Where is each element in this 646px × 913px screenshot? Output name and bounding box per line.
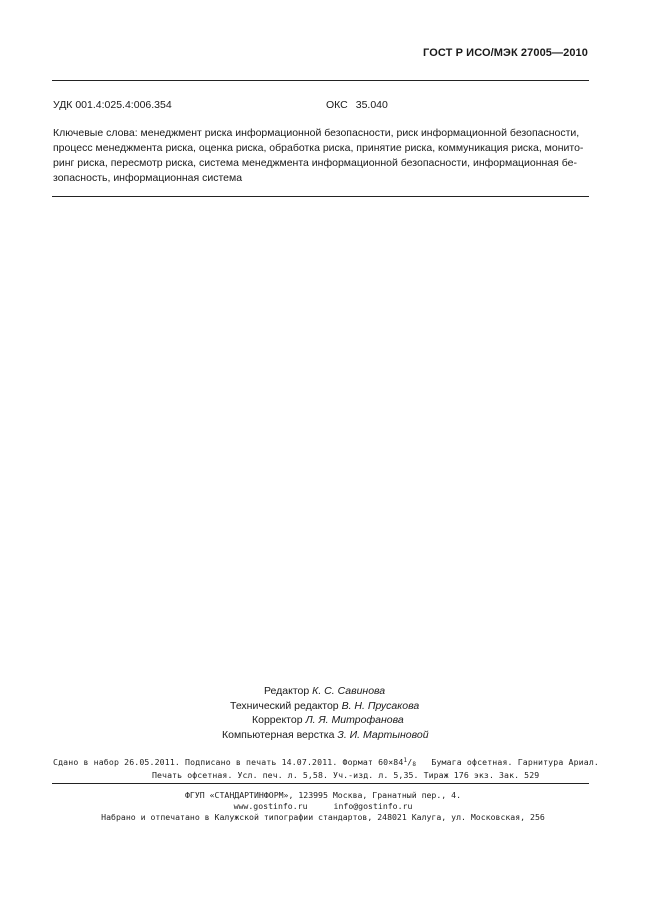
format-numerator: 1 xyxy=(403,757,408,764)
oks-code: 35.040 xyxy=(355,99,388,111)
credit-role: Корректор xyxy=(252,714,303,726)
printing-house: Набрано и отпечатано в Калужской типографии стандартов, 248021 Калуга, ул. Московская, 256 xyxy=(101,812,545,822)
credit-name: В. Н. Прусакова xyxy=(341,699,420,712)
standard-code: ГОСТ Р ИСО/МЭК 27005—2010 xyxy=(423,47,588,59)
publisher-website: www.gostinfo.ru xyxy=(233,801,308,811)
credit-role: Компьютерная верстка xyxy=(222,728,335,741)
imprint-divider xyxy=(52,783,589,784)
publisher-contacts xyxy=(0,801,646,811)
keywords-paragraph xyxy=(53,126,590,186)
udk-code: УДК 001.4:025.4:006.354 xyxy=(53,99,172,111)
credit-corrector xyxy=(252,713,404,728)
credit-layout xyxy=(222,728,429,743)
keywords-line: зопасность, информационная система xyxy=(53,172,243,184)
format-denominator: 8 xyxy=(412,761,417,768)
oks-classification xyxy=(326,99,388,111)
imprint-line-1: Сдано в набор 26.05.2011. Подписано в печать 14.07.2011. Формат $60\times 84^1/_8$ Бумага офсетная. Гарнитура Ариал. xyxy=(53,757,599,768)
credit-role: Технический редактор xyxy=(230,699,339,712)
credit-name: З. И. Мартыновой xyxy=(337,728,429,741)
oks-label: ОКС xyxy=(326,99,348,111)
imprint-line-2: Печать офсетная. Усл. печ. л. 5,58. Уч.-изд. л. 5,35. Тираж 176 экз. Зак. 529 xyxy=(152,770,540,780)
publisher-address: ФГУП «СТАНДАРТИНФОРМ», 123995 Москва, Гранатный пер., 4. xyxy=(184,790,462,800)
credit-editor xyxy=(264,684,385,699)
credit-tech-editor xyxy=(230,699,419,714)
keywords-line: процесс менеджмента риска, оценка риска, обработка риска, принятие риска, коммуникация риска, монито- xyxy=(53,142,584,154)
top-divider xyxy=(52,80,589,81)
credit-role: Редактор xyxy=(264,685,310,697)
keywords-line: Ключевые слова: менеджмент риска информационной безопасности, риск информационной безопасности, xyxy=(53,127,580,139)
keywords-divider xyxy=(52,196,589,197)
imprint-text: Бумага офсетная. Гарнитура Ариал. xyxy=(431,757,599,767)
keywords-line: ринг риска, пересмотр риска, система менеджмента информационной безопасности, информационная бе- xyxy=(53,157,578,169)
credit-name: Л. Я. Митрофанова xyxy=(305,714,404,726)
publisher-email: info@gostinfo.ru xyxy=(333,801,413,811)
credit-name: К. С. Савинова xyxy=(312,685,386,697)
imprint-text: Сдано в набор 26.05.2011. Подписано в печать 14.07.2011. Формат 60×84 xyxy=(53,757,404,767)
